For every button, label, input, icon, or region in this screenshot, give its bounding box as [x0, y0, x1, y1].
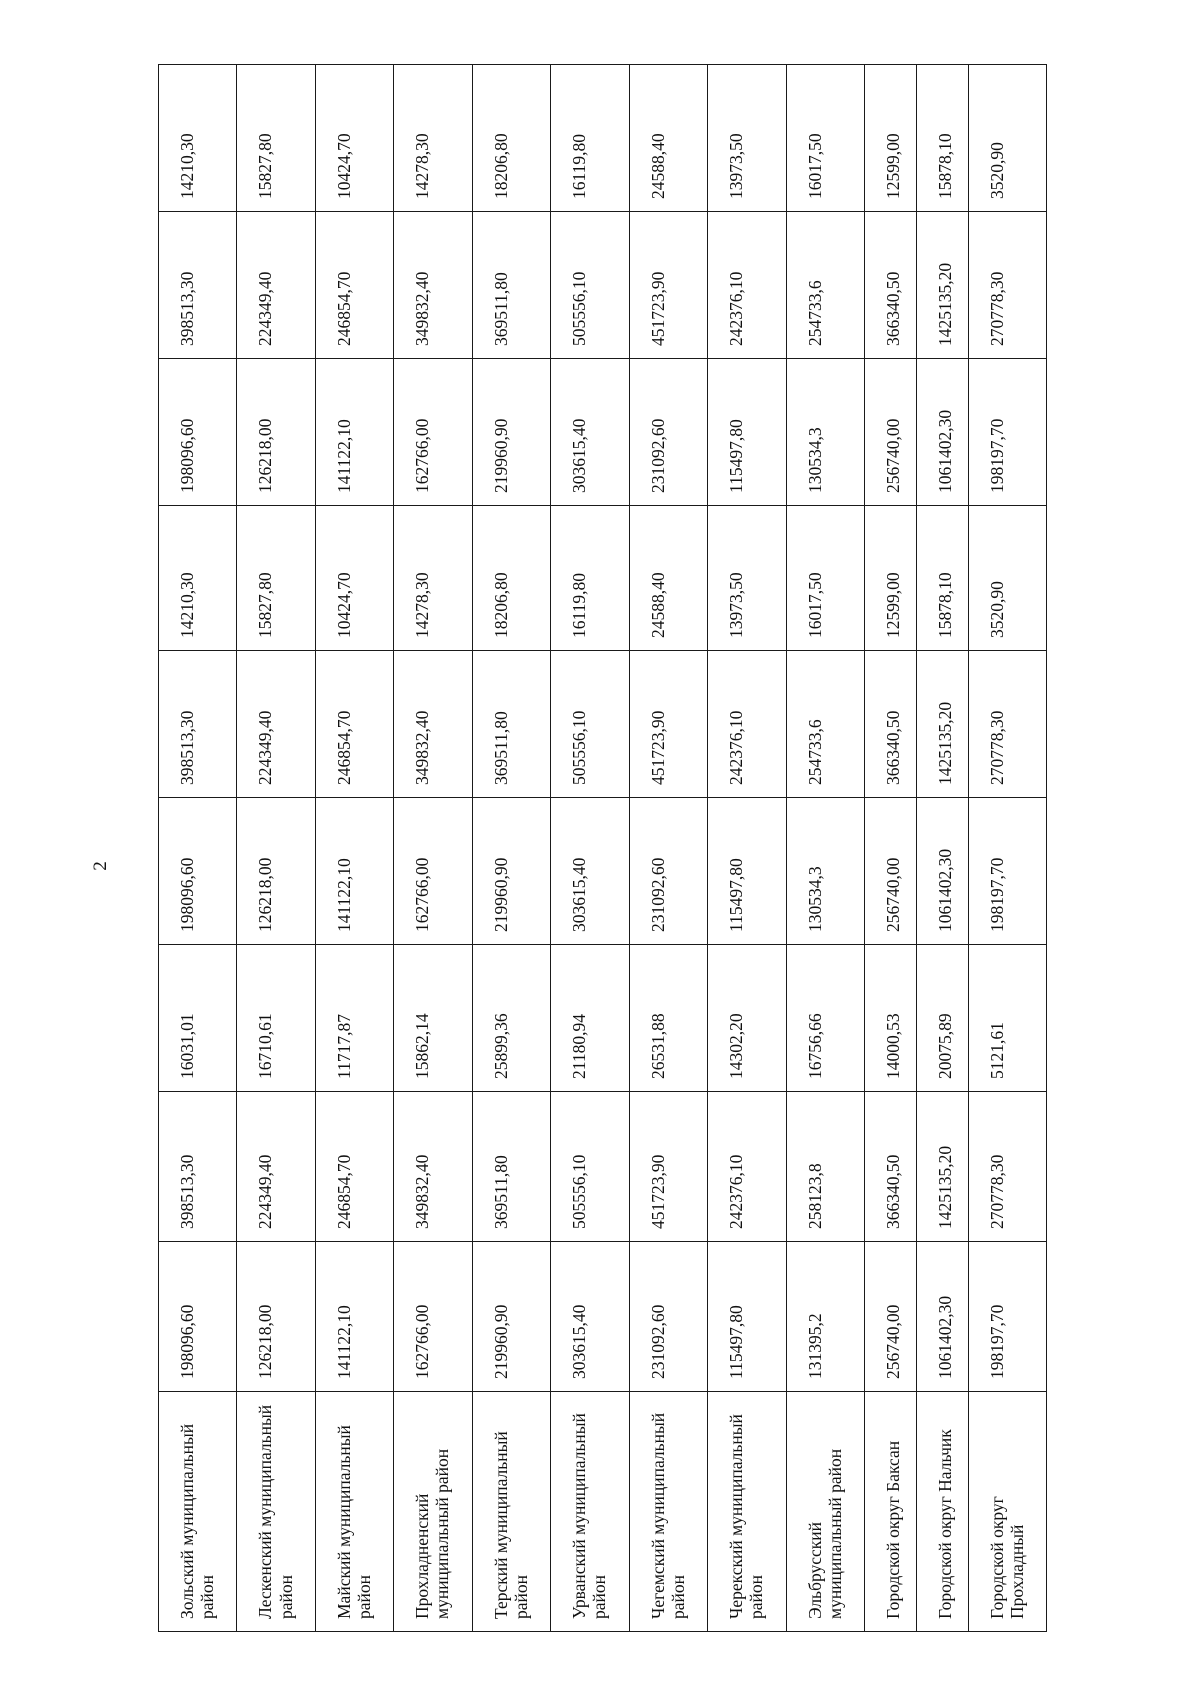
table-row [786, 65, 864, 1632]
value-cell: 254733,6 [786, 212, 864, 359]
value-cell: 254733,6 [786, 651, 864, 798]
value-cell: 24588,40 [629, 506, 707, 651]
value-cell: 115497,80 [708, 1242, 786, 1392]
value-cell: 15862,14 [394, 945, 472, 1092]
value-cell: 242376,10 [708, 651, 786, 798]
value-cell: 1061402,30 [916, 798, 968, 945]
value-cell: 13973,50 [708, 65, 786, 212]
value-cell: 130534,3 [786, 359, 864, 506]
rotated-table-container [158, 65, 1047, 1632]
value-cell: 366340,50 [864, 651, 916, 798]
value-cell: 131395,2 [786, 1242, 864, 1392]
value-cell: 25899,36 [472, 945, 550, 1092]
value-cell: 451723,90 [629, 651, 707, 798]
table-row [394, 65, 472, 1632]
value-cell: 369511,80 [472, 212, 550, 359]
value-cell: 13973,50 [708, 506, 786, 651]
table-row [159, 65, 237, 1632]
value-cell: 5121,61 [968, 945, 1046, 1092]
value-cell: 126218,00 [237, 1242, 315, 1392]
value-cell: 130534,3 [786, 798, 864, 945]
value-cell: 198096,60 [159, 1242, 237, 1392]
value-cell: 141122,10 [315, 1242, 393, 1392]
value-cell: 1425135,20 [916, 212, 968, 359]
value-cell: 369511,80 [472, 1092, 550, 1242]
value-cell: 505556,10 [551, 1092, 629, 1242]
municipality-name-cell: Городской округ Баксан [864, 1392, 916, 1632]
value-cell: 366340,50 [864, 212, 916, 359]
municipality-name-cell: Прохладненский муниципальный район [394, 1392, 472, 1632]
value-cell: 246854,70 [315, 651, 393, 798]
value-cell: 14210,30 [159, 506, 237, 651]
value-cell: 1061402,30 [916, 1242, 968, 1392]
value-cell: 270778,30 [968, 651, 1046, 798]
value-cell: 256740,00 [864, 798, 916, 945]
value-cell: 219960,90 [472, 359, 550, 506]
table-row [968, 65, 1046, 1632]
value-cell: 256740,00 [864, 1242, 916, 1392]
value-cell: 126218,00 [237, 359, 315, 506]
value-cell: 15827,80 [237, 65, 315, 212]
value-cell: 14210,30 [159, 65, 237, 212]
value-cell: 15878,10 [916, 506, 968, 651]
value-cell: 16017,50 [786, 506, 864, 651]
value-cell: 224349,40 [237, 651, 315, 798]
value-cell: 18206,80 [472, 506, 550, 651]
value-cell: 1061402,30 [916, 359, 968, 506]
value-cell: 16017,50 [786, 65, 864, 212]
value-cell: 20075,89 [916, 945, 968, 1092]
value-cell: 162766,00 [394, 359, 472, 506]
table-row [472, 65, 550, 1632]
value-cell: 10424,70 [315, 65, 393, 212]
value-cell: 14302,20 [708, 945, 786, 1092]
value-cell: 258123,8 [786, 1092, 864, 1242]
value-cell: 246854,70 [315, 1092, 393, 1242]
page-number: 2 [89, 861, 111, 871]
value-cell: 246854,70 [315, 212, 393, 359]
value-cell: 12599,00 [864, 65, 916, 212]
table-body [159, 65, 1047, 1632]
municipality-name-cell: Черекский муниципальный район [708, 1392, 786, 1632]
municipality-name-cell: Эльбрусский муниципальный район [786, 1392, 864, 1632]
value-cell: 126218,00 [237, 798, 315, 945]
value-cell: 398513,30 [159, 212, 237, 359]
value-cell: 505556,10 [551, 651, 629, 798]
municipality-name-cell: Урванский муниципальный район [551, 1392, 629, 1632]
value-cell: 219960,90 [472, 798, 550, 945]
value-cell: 14278,30 [394, 506, 472, 651]
value-cell: 451723,90 [629, 1092, 707, 1242]
value-cell: 398513,30 [159, 651, 237, 798]
value-cell: 242376,10 [708, 212, 786, 359]
value-cell: 231092,60 [629, 798, 707, 945]
table-row [551, 65, 629, 1632]
table-row [315, 65, 393, 1632]
value-cell: 366340,50 [864, 1092, 916, 1242]
value-cell: 162766,00 [394, 798, 472, 945]
table-row [916, 65, 968, 1632]
table-row [629, 65, 707, 1632]
value-cell: 14000,53 [864, 945, 916, 1092]
value-cell: 3520,90 [968, 506, 1046, 651]
value-cell: 11717,87 [315, 945, 393, 1092]
value-cell: 141122,10 [315, 359, 393, 506]
value-cell: 15878,10 [916, 65, 968, 212]
value-cell: 141122,10 [315, 798, 393, 945]
value-cell: 369511,80 [472, 651, 550, 798]
municipality-name-cell: Зольский муниципальный район [159, 1392, 237, 1632]
value-cell: 16119,80 [551, 65, 629, 212]
municipality-name-cell: Городской округ Прохладный [968, 1392, 1046, 1632]
value-cell: 16119,80 [551, 506, 629, 651]
value-cell: 198197,70 [968, 359, 1046, 506]
budget-table [158, 64, 1047, 1632]
value-cell: 26531,88 [629, 945, 707, 1092]
value-cell: 3520,90 [968, 65, 1046, 212]
table-row [864, 65, 916, 1632]
value-cell: 198197,70 [968, 1242, 1046, 1392]
value-cell: 198096,60 [159, 359, 237, 506]
value-cell: 231092,60 [629, 1242, 707, 1392]
table-row [237, 65, 315, 1632]
municipality-name-cell: Городской округ Нальчик [916, 1392, 968, 1632]
value-cell: 231092,60 [629, 359, 707, 506]
value-cell: 16756,66 [786, 945, 864, 1092]
value-cell: 270778,30 [968, 212, 1046, 359]
table-row [708, 65, 786, 1632]
value-cell: 162766,00 [394, 1242, 472, 1392]
value-cell: 10424,70 [315, 506, 393, 651]
value-cell: 349832,40 [394, 651, 472, 798]
value-cell: 15827,80 [237, 506, 315, 651]
value-cell: 12599,00 [864, 506, 916, 651]
value-cell: 242376,10 [708, 1092, 786, 1242]
municipality-name-cell: Лескенский муниципальный район [237, 1392, 315, 1632]
value-cell: 16710,61 [237, 945, 315, 1092]
value-cell: 198197,70 [968, 798, 1046, 945]
value-cell: 115497,80 [708, 798, 786, 945]
municipality-name-cell: Чегемский муниципальный район [629, 1392, 707, 1632]
value-cell: 24588,40 [629, 65, 707, 212]
value-cell: 270778,30 [968, 1092, 1046, 1242]
value-cell: 224349,40 [237, 1092, 315, 1242]
value-cell: 451723,90 [629, 212, 707, 359]
value-cell: 349832,40 [394, 212, 472, 359]
value-cell: 115497,80 [708, 359, 786, 506]
value-cell: 219960,90 [472, 1242, 550, 1392]
value-cell: 198096,60 [159, 798, 237, 945]
value-cell: 1425135,20 [916, 1092, 968, 1242]
value-cell: 14278,30 [394, 65, 472, 212]
value-cell: 349832,40 [394, 1092, 472, 1242]
value-cell: 303615,40 [551, 1242, 629, 1392]
municipality-name-cell: Терский муниципальный район [472, 1392, 550, 1632]
value-cell: 303615,40 [551, 798, 629, 945]
value-cell: 18206,80 [472, 65, 550, 212]
value-cell: 16031,01 [159, 945, 237, 1092]
value-cell: 505556,10 [551, 212, 629, 359]
value-cell: 303615,40 [551, 359, 629, 506]
value-cell: 1425135,20 [916, 651, 968, 798]
value-cell: 398513,30 [159, 1092, 237, 1242]
value-cell: 224349,40 [237, 212, 315, 359]
municipality-name-cell: Майский муниципальный район [315, 1392, 393, 1632]
value-cell: 21180,94 [551, 945, 629, 1092]
value-cell: 256740,00 [864, 359, 916, 506]
